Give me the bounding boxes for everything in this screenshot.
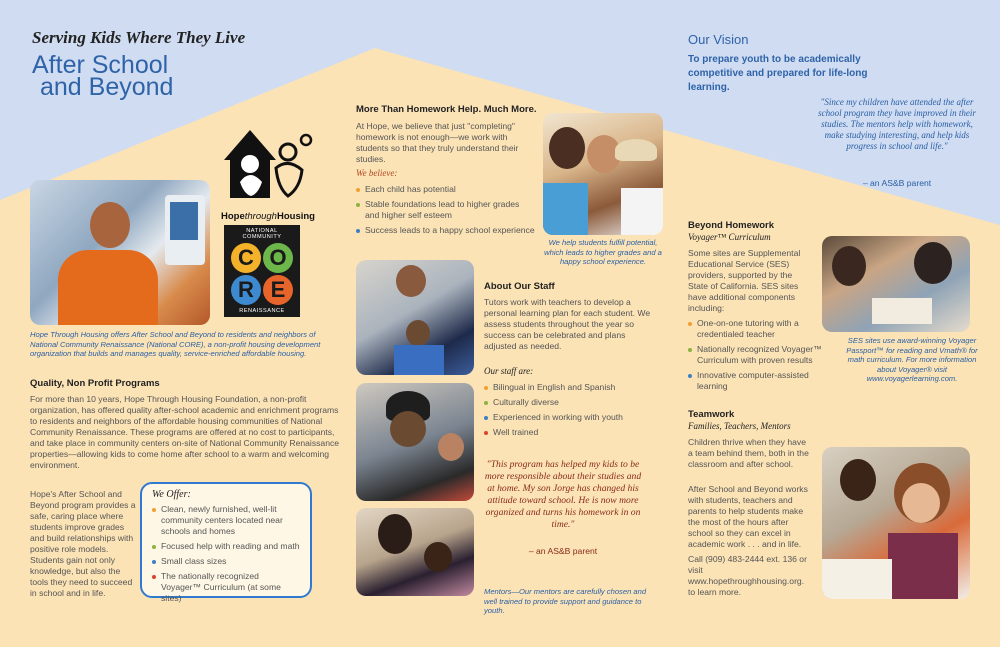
page-title — [32, 51, 174, 101]
vision-heading: Our Vision — [688, 32, 749, 47]
smiling-kids-photo — [543, 113, 663, 235]
teamwork-heading: Teamwork — [688, 409, 735, 420]
more-than-homework-heading: More Than Homework Help. Much More. — [356, 104, 537, 115]
core-bottom-text: RENAISSANCE — [239, 308, 285, 314]
title-line-2: and Beyond — [40, 73, 174, 101]
ses-caption: SES sites use award-winning Voyager Passport™ for reading and Vmath® for math curriculum. For more information about Voyager® visit www.voyagerlearning.com. — [846, 336, 978, 383]
national-core-logo — [224, 225, 300, 317]
core-letter-r: R — [231, 275, 261, 305]
teacher-and-child-photo — [822, 447, 970, 599]
title-line-1: After School — [32, 51, 169, 79]
belief-item: Each child has potential — [356, 184, 536, 195]
vision-quote-attribution: – an AS&B parent — [862, 178, 932, 188]
belief-item: Stable foundations lead to higher grades and higher self esteem — [356, 199, 536, 221]
believe-heading: We believe: — [356, 168, 398, 178]
beyond-body: Some sites are Supplemental Educational Service (SES) providers, supported by the State of California. SES sites have additional components including: — [688, 248, 801, 313]
quality-heading: Quality, Non Profit Programs — [30, 378, 160, 389]
offer-item: Focused help with reading and math — [152, 541, 300, 552]
mentors-caption: Mentors—Our mentors are carefully chosen and well trained to provide support and guidance to youth. — [484, 587, 647, 615]
beyond-sub: Voyager™ Curriculum — [688, 232, 771, 242]
staff-are-heading: Our staff are: — [484, 366, 534, 376]
offer-heading: We Offer: — [152, 489, 191, 500]
offer-item: The nationally recognized Voyager™ Curriculum (at some sites) — [152, 571, 300, 604]
tutoring-session-photo — [356, 260, 474, 375]
girl-at-computer-photo — [30, 180, 210, 325]
staff-trait-item: Culturally diverse — [484, 397, 654, 408]
tagline: Serving Kids Where They Live — [32, 28, 246, 47]
mentor-with-students-photo — [356, 383, 474, 501]
staff-heading: About Our Staff — [484, 281, 555, 292]
program-body: Hope's After School and Beyond program provides a safe, caring place where students improve grades and build relationships with positive role models. Students gain not only knowledge, but also the tools they need to succeed in school and in life. — [30, 489, 136, 598]
core-letter-o: O — [263, 243, 293, 273]
staff-trait-item: Well trained — [484, 427, 654, 438]
hope-through-housing-logo — [218, 120, 318, 222]
staff-body: Tutors work with teachers to develop a personal learning plan for each student. We assess students throughout the year so success can be celebrated and plans adjusted as needed. — [484, 297, 651, 351]
core-letter-e: E — [263, 275, 293, 305]
vision-quote: "Since my children have attended the after school program they have improved in their studies. The mentors help with homework, make studying interesting, and help kids progress in school and life." — [818, 97, 976, 151]
parent-quote: "This program has helped my kids to be more responsible about their studies and at home. My son Jorge has changed his attitude toward school. He is now more organized and turns his homework in on time." — [484, 459, 642, 530]
core-top-text: NATIONAL COMMUNITY — [242, 228, 282, 240]
offer-item: Small class sizes — [152, 556, 300, 567]
teamwork-body-1: Children thrive when they have a team behind them, both in the classroom and after school. — [688, 437, 809, 469]
belief-item: Success leads to a happy school experience — [356, 225, 536, 236]
kids-photo-caption: We help students fulfill potential, which leads to higher grades and a happy school experience. — [544, 238, 662, 266]
teamwork-body-2: After School and Beyond works with students, teachers and parents to help students make the most of the hours after school so they can excel in academic work . . . and in life. — [688, 484, 808, 549]
quality-body: For more than 10 years, Hope Through Housing Foundation, a non-profit organization, has offered quality after-school academic and enrichment programs to residents and neighbors of the affordable housing communities of National Community Renaissance. These programs are offered at no cost to participants, and take place in community centers on-site of National Community Renaissance properties—allowing kids to come home after school to a warm and welcoming environment. — [30, 394, 340, 470]
teamwork-sub: Families, Teachers, Mentors — [688, 421, 791, 431]
staff-trait-item: Bilingual in English and Spanish — [484, 382, 654, 393]
hope-logo-wordmark: HopethroughHousing — [221, 211, 315, 222]
mentor-and-girl-photo — [356, 508, 474, 596]
left-photo-caption: Hope Through Housing offers After School and Beyond to residents and neighbors of National Community Renaissance (National CORE), a non-profit housing development organization that builds and manages quality, service-enriched affordable housing. — [30, 330, 321, 358]
house-family-icon — [218, 120, 318, 204]
beyond-item: Innovative computer-assisted learning — [688, 370, 838, 392]
middle-intro: At Hope, we believe that just "completing" homework is not enough—we work with students so that they truly understand their studies. — [356, 121, 519, 164]
core-letter-c: C — [231, 243, 261, 273]
beyond-heading: Beyond Homework — [688, 220, 775, 231]
vision-body: To prepare youth to be academically competitive and prepared for life-long learning. — [688, 54, 868, 93]
staff-trait-item: Experienced in working with youth — [484, 412, 654, 423]
students-studying-photo — [822, 236, 970, 332]
we-offer-box — [140, 482, 312, 603]
beyond-item: Nationally recognized Voyager™ Curriculum with proven results — [688, 344, 838, 366]
parent-quote-attribution: – an AS&B parent — [528, 546, 598, 556]
offer-item: Clean, newly furnished, well-lit community centers located near schools and homes — [152, 504, 300, 537]
beyond-item: One-on-one tutoring with a credentialed teacher — [688, 318, 838, 340]
contact-info: Call (909) 483-2444 ext. 136 or visit www.hopethroughhousing.org. to learn more. — [688, 554, 807, 597]
